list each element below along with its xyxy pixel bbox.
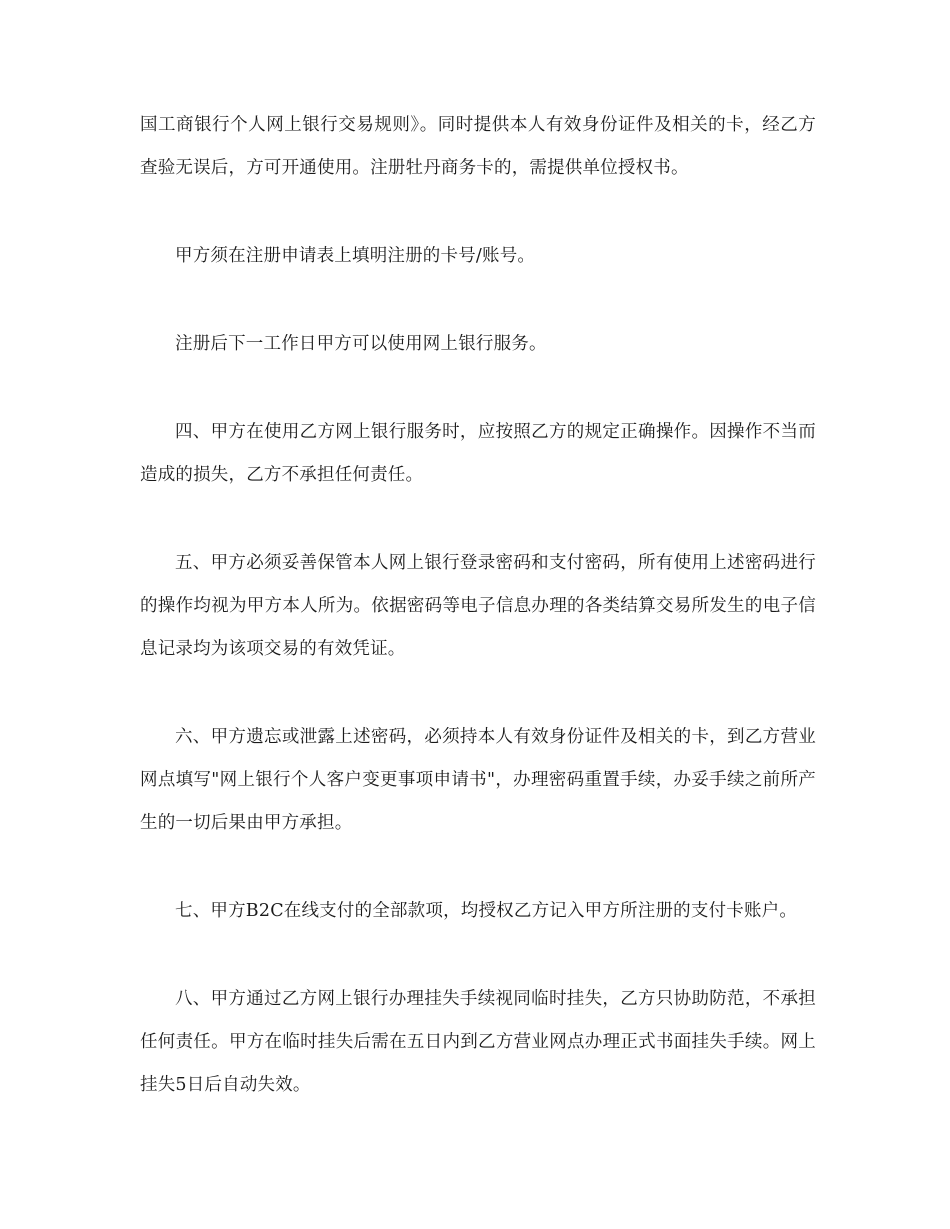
paragraph-clause-5: 五、甲方必须妥善保管本人网上银行登录密码和支付密码，所有使用上述密码进行的操作均视为甲方本人所为。依据密码等电子信息办理的各类结算交易所发生的电子信息记录均为该项交易的有效凭证。 [140,553,816,659]
paragraph-service-start: 注册后下一工作日甲方可以使用网上银行服务。 [175,334,547,354]
paragraph-clause-6: 六、甲方遗忘或泄露上述密码，必须持本人有效身份证件及相关的卡，到乙方营业网点填写"网上银行个人客户变更事项申请书"，办理密码重置手续，办妥手续之前所产生的一切后果由甲方承担。 [140,727,816,833]
paragraph-continuation: 国工商银行个人网上银行交易规则》。同时提供本人有效身份证件及相关的卡，经乙方查验无误后，方可开通使用。注册牡丹商务卡的，需提供单位授权书。 [140,115,816,178]
document-page [140,104,816,1152]
paragraph-card-number: 甲方须在注册申请表上填明注册的卡号/账号。 [175,246,536,266]
paragraph-clause-7: 七、甲方B2C在线支付的全部款项，均授权乙方记入甲方所注册的支付卡账户。 [175,901,798,921]
paragraph-clause-4: 四、甲方在使用乙方网上银行服务时，应按照乙方的规定正确操作。因操作不当而造成的损失，乙方不承担任何责任。 [140,422,816,485]
paragraph-clause-8: 八、甲方通过乙方网上银行办理挂失手续视同临时挂失，乙方只协助防范，不承担任何责任。甲方在临时挂失后需在五日内到乙方营业网点办理正式书面挂失手续。网上挂失5日后自动失效。 [140,989,816,1095]
